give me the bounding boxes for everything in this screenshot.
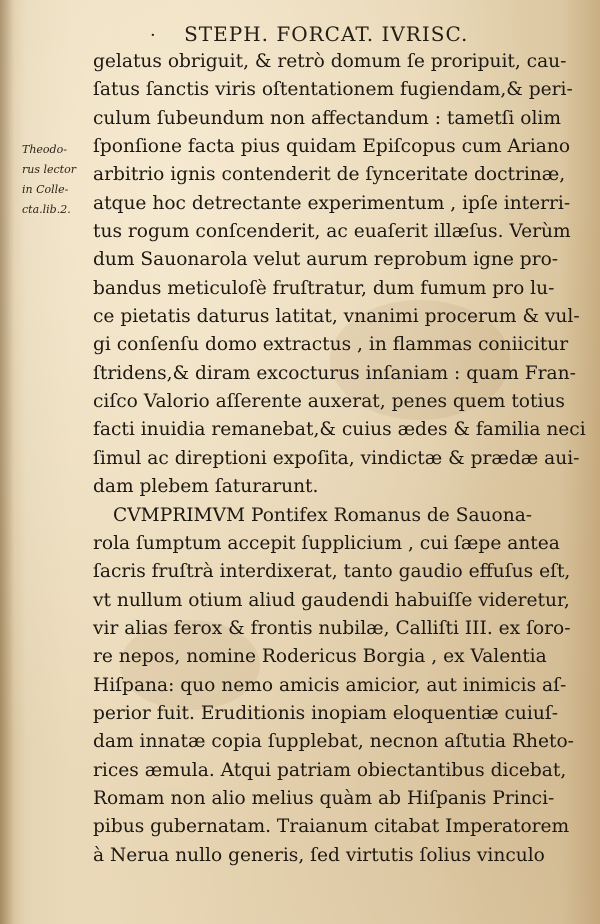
text-line: Romam non alio melius quàm ab Hiſpanis Princi-	[93, 787, 555, 809]
text-line: arbitrio ignis contenderit de ſynceritate doctrinæ,	[93, 164, 566, 186]
header-dot: ·	[150, 25, 157, 46]
margin-note	[22, 140, 92, 220]
text-line: Hiſpana: quo nemo amicis amicior, aut inimicis aſ-	[93, 674, 567, 696]
text-line: gi conſenſu domo extractus , in flammas coniicitur	[93, 334, 569, 356]
text-line: vt nullum otium aliud gaudendi habuiſſe videretur,	[93, 589, 570, 611]
text-line: perior fuit. Eruditionis inopiam eloquentiæ cuiuſ-	[93, 702, 558, 724]
text-line: ce pietatis daturus latitat, vnanimi procerum & vul-	[93, 306, 580, 328]
text-line: rices æmula. Atqui patriam obiectantibus dicebat,	[93, 759, 567, 781]
text-line: ſimul ac direptioni expoſita, vindictæ & prædæ aui-	[93, 447, 580, 469]
text-line: facti inuidia remanebat,& cuius ædes & familia neci	[93, 419, 586, 441]
page-spine-shadow	[0, 0, 14, 924]
text-line: dam innatæ copia ſupplebat, necnon aſtutia Rheto-	[93, 731, 574, 753]
text-line: dum Sauonarola velut aurum reprobum igne pro-	[93, 249, 559, 271]
paragraph-start-line: CVMPRIMVM Pontifex Romanus de Sauona-	[113, 504, 533, 526]
text-line: ſacris fruſtrà interdixerat, tanto gaudio effuſus eſt,	[93, 561, 571, 583]
text-line: pibus gubernatam. Traianum citabat Imperatorem	[93, 816, 570, 838]
text-line: vir alias ferox & frontis nubilæ, Calliſti III. ex ſoro-	[93, 617, 571, 639]
text-line: ſponſione facta pius quidam Epiſcopus cum Ariano	[93, 136, 571, 158]
margin-note-line: cta.lib.2.	[22, 203, 71, 216]
margin-note-line: Theodo-	[22, 143, 67, 156]
running-header	[150, 22, 510, 48]
text-line: ſatus ſanctis viris oſtentationem fugiendam,& peri-	[93, 79, 573, 101]
text-line: gelatus obriguit, & retrò domum ſe proripuit, cau-	[93, 51, 567, 72]
body-text	[93, 48, 586, 870]
text-line: à Nerua nullo generis, ſed virtutis ſolius vinculo	[93, 844, 545, 866]
text-line: ſtridens,& diram excocturus inſaniam : quam Fran-	[93, 362, 576, 384]
text-line: re nepos, nomine Rodericus Borgia , ex Valentia	[93, 646, 547, 668]
text-line: bandus meticuloſè fruſtratur, dum fumum pro lu-	[93, 277, 555, 299]
text-line: atque hoc detrectante experimentum , ipſe interri-	[93, 192, 571, 214]
text-line: rola ſumptum accepit ſupplicium , cui ſæpe antea	[93, 532, 560, 554]
text-line: ciſco Valorio aſſerente auxerat, penes quem totius	[93, 391, 565, 413]
margin-note-line: rus lector	[22, 163, 76, 176]
running-title: STEPH. FORCAT. IVRISC.	[184, 22, 469, 46]
text-line: culum ſubeundum non affectandum : tametſi olim	[93, 107, 562, 129]
text-line: dam plebem ſaturarunt.	[93, 476, 319, 498]
margin-note-line: in Colle-	[22, 183, 69, 196]
text-line: tus rogum conſcenderit, ac euaſerit illæſus. Verùm	[93, 221, 571, 243]
